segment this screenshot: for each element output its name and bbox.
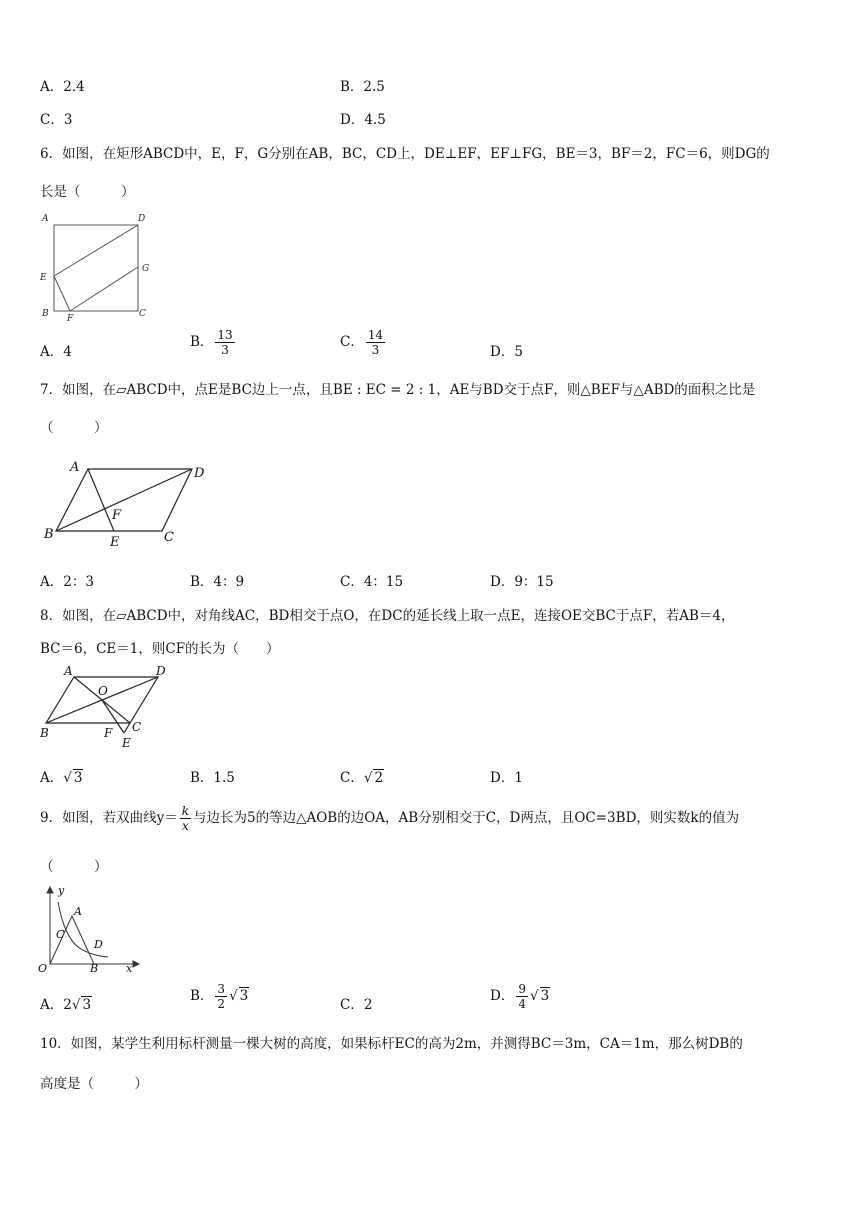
q8-extension-ce xyxy=(124,723,130,733)
q8-figure xyxy=(36,663,176,751)
q6-label-e: E xyxy=(40,273,47,283)
q5-option-b: B．2.5 xyxy=(340,79,385,95)
q8-label-f: F xyxy=(104,726,113,740)
q10-stem-line2: 高度是（ ） xyxy=(40,1076,148,1092)
q6-option-b: B． $\frac{13}{3}$ xyxy=(190,328,233,357)
q5-option-a: A．2.4 xyxy=(40,79,85,95)
q6-figure xyxy=(36,210,166,322)
q6-label-g: G xyxy=(142,264,150,274)
q7-label-b: B xyxy=(44,527,54,542)
q7-label-f: F xyxy=(112,508,122,523)
q7-label-a: A xyxy=(70,460,80,475)
sqrt-symbol: √ 2 xyxy=(363,770,384,786)
q9-y-arrow-icon xyxy=(47,887,53,893)
q8-option-b: B．1.5 xyxy=(190,770,235,786)
q7-stem-line2: （ ） xyxy=(40,420,108,436)
q8-option-a: A．√ 3 xyxy=(40,770,83,786)
q9-figure xyxy=(36,884,146,974)
q8-label-a: A xyxy=(64,664,73,678)
q8-stem-line2: BC＝6，CE＝1，则CF的长为（ ） xyxy=(40,641,280,657)
q9-label-c: C xyxy=(56,928,65,941)
q9-option-a: A．2√ 3 xyxy=(40,997,92,1013)
q9-stem-line2: （ ） xyxy=(40,859,108,875)
q6-option-a: A．4 xyxy=(40,344,72,360)
q6-segment-ef xyxy=(54,276,70,311)
q7-option-c: C．4：15 xyxy=(340,574,404,590)
q7-stem-line1: 7．如图，在▱ABCD中，点E是BC边上一点，且BE : EC = 2 : 1，AE与BD交于点F，则△BEF与△ABD的面积之比是 xyxy=(40,382,756,398)
q8-label-o: O xyxy=(98,684,108,698)
q8-label-b: B xyxy=(40,726,49,740)
q7-label-e: E xyxy=(110,535,120,550)
q9-x-arrow-icon xyxy=(133,961,139,967)
q7-option-a: A．2：3 xyxy=(40,574,94,590)
q6-label-d: D xyxy=(138,214,146,224)
q8-option-d: D．1 xyxy=(490,770,523,786)
q9-label-x: x xyxy=(126,962,133,974)
q7-option-d: D．9：15 xyxy=(490,574,554,590)
q5-option-d: D．4.5 xyxy=(340,112,386,128)
q8-option-c: C．√ 2 xyxy=(340,770,384,786)
q6-label-a: A xyxy=(42,214,49,224)
sqrt-symbol: √ 3 xyxy=(63,770,83,786)
sqrt-symbol: √ 3 xyxy=(71,997,92,1013)
q9-label-y: y xyxy=(58,884,65,897)
q8-label-c: C xyxy=(132,720,142,734)
q8-label-d: D xyxy=(156,664,166,678)
q6-segment-fg xyxy=(70,267,138,311)
q6-stem-line1: 6．如图，在矩形ABCD中，E，F，G分别在AB，BC，CD上，DE⊥EF，EF⊥FG，BE＝3，BF＝2，FC＝6，则DG的 xyxy=(40,146,770,162)
q7-option-b: B．4：9 xyxy=(190,574,245,590)
q7-segment-ae xyxy=(88,469,114,531)
sqrt-symbol: √ 3 xyxy=(529,988,550,1004)
q9-stem-line1: 9．如图，若双曲线y＝ $\frac{k}{x}$ 与边长为5的等边△AOB的边OA，AB分别相交于C，D两点，且OC=3BD，则实数k的值为 xyxy=(40,804,740,833)
q6-segment-de xyxy=(54,225,138,276)
q6-stem-line2: 长是（ ） xyxy=(40,184,135,200)
q9-label-o: O xyxy=(38,962,48,974)
q9-option-b: B． $\frac{3}{2}$ √ 3 xyxy=(190,982,249,1011)
q8-label-e: E xyxy=(122,736,131,750)
q7-figure xyxy=(40,455,215,550)
q9-label-d: D xyxy=(94,938,103,951)
q7-label-d: D xyxy=(194,466,205,481)
q9-label-b: B xyxy=(90,962,99,974)
sqrt-symbol: √ 3 xyxy=(229,988,249,1004)
q9-option-c: C．2 xyxy=(340,997,373,1013)
q7-diagonal-bd xyxy=(56,469,192,531)
q6-option-c: C． $\frac{14}{3}$ xyxy=(340,328,384,357)
q9-option-d: D． $\frac{9}{4}$ √ 3 xyxy=(490,982,550,1011)
q6-option-d: D．5 xyxy=(490,344,523,360)
q6-label-f: F xyxy=(67,314,74,322)
q7-label-c: C xyxy=(164,530,174,545)
q6-label-b: B xyxy=(42,309,49,319)
q6-label-c: C xyxy=(139,309,146,319)
q5-option-c: C．3 xyxy=(40,112,73,128)
q9-label-a: A xyxy=(74,905,82,918)
q10-stem-line1: 10．如图，某学生利用标杆测量一棵大树的高度，如果标杆EC的高为2m，并测得BC＝3m，CA＝1m，那么树DB的 xyxy=(40,1036,743,1052)
q8-stem-line1: 8．如图，在▱ABCD中，对角线AC，BD相交于点O，在DC的延长线上取一点E，连接OE交BC于点F，若AB＝4， xyxy=(40,608,735,624)
